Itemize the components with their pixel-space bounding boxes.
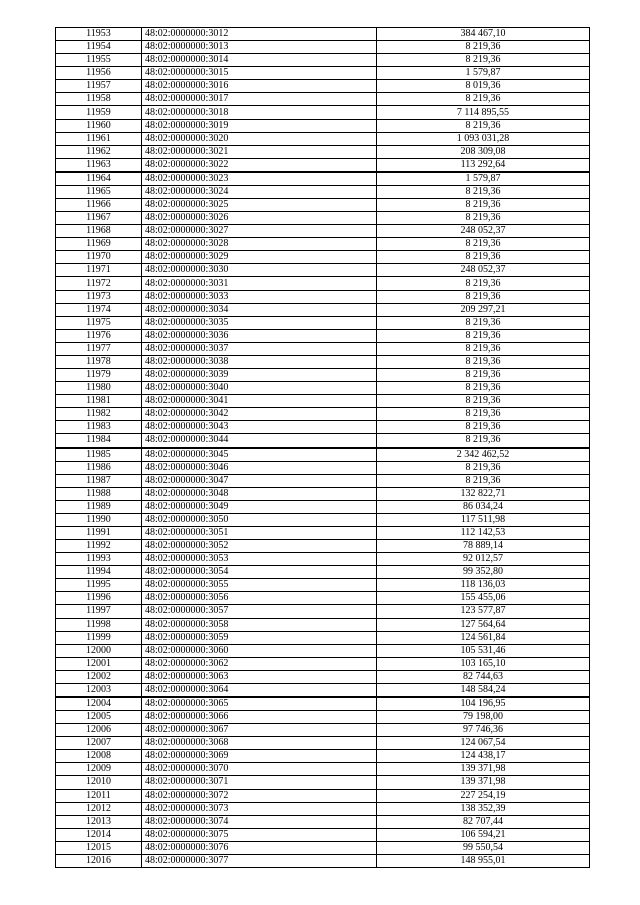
table-row — [56, 683, 590, 697]
cadastral-number-cell: 48:02:0000000:3039 — [142, 369, 377, 382]
cadastral-number-cell: 48:02:0000000:3053 — [142, 553, 377, 566]
row-number-cell: 11958 — [56, 93, 142, 106]
row-number-cell: 12001 — [56, 657, 142, 670]
cadastral-number-cell: 48:02:0000000:3019 — [142, 119, 377, 132]
row-number-cell: 11961 — [56, 132, 142, 145]
row-number-cell: 11970 — [56, 251, 142, 264]
cadastral-number-cell: 48:02:0000000:3076 — [142, 841, 377, 854]
table-row — [56, 631, 590, 644]
value-cell: 8 219,36 — [377, 199, 590, 212]
value-cell: 117 511,98 — [377, 513, 590, 526]
cadastral-number-cell: 48:02:0000000:3075 — [142, 828, 377, 841]
value-cell: 8 219,36 — [377, 474, 590, 487]
row-number-cell: 11986 — [56, 461, 142, 474]
value-cell: 78 889,14 — [377, 540, 590, 553]
row-number-cell: 12004 — [56, 697, 142, 711]
value-cell: 99 352,80 — [377, 566, 590, 579]
row-number-cell: 12006 — [56, 724, 142, 737]
value-cell: 8 219,36 — [377, 342, 590, 355]
cadastral-number-cell: 48:02:0000000:3034 — [142, 303, 377, 316]
value-cell: 138 352,39 — [377, 802, 590, 815]
table-row — [56, 776, 590, 789]
table-row — [56, 277, 590, 290]
value-cell: 82 744,63 — [377, 670, 590, 683]
value-cell: 384 467,10 — [377, 28, 590, 41]
table-row — [56, 854, 590, 867]
cadastral-number-cell: 48:02:0000000:3015 — [142, 67, 377, 80]
cadastral-number-cell: 48:02:0000000:3031 — [142, 277, 377, 290]
cadastral-number-cell: 48:02:0000000:3067 — [142, 724, 377, 737]
value-cell: 8 219,36 — [377, 421, 590, 434]
table-row — [56, 395, 590, 408]
value-cell: 124 067,54 — [377, 737, 590, 750]
value-cell: 8 219,36 — [377, 316, 590, 329]
table-row — [56, 41, 590, 54]
cadastral-number-cell: 48:02:0000000:3056 — [142, 592, 377, 605]
row-number-cell: 11959 — [56, 106, 142, 119]
row-number-cell: 11974 — [56, 303, 142, 316]
row-number-cell: 11966 — [56, 199, 142, 212]
table-row — [56, 815, 590, 828]
value-cell: 8 219,36 — [377, 119, 590, 132]
row-number-cell: 11964 — [56, 172, 142, 186]
row-number-cell: 11984 — [56, 434, 142, 448]
value-cell: 113 292,64 — [377, 158, 590, 172]
cadastral-number-cell: 48:02:0000000:3018 — [142, 106, 377, 119]
value-cell: 8 219,36 — [377, 93, 590, 106]
cadastral-number-cell: 48:02:0000000:3040 — [142, 382, 377, 395]
cadastral-number-cell: 48:02:0000000:3047 — [142, 474, 377, 487]
value-cell: 1 093 031,28 — [377, 132, 590, 145]
cadastral-number-cell: 48:02:0000000:3042 — [142, 408, 377, 421]
value-cell: 208 309,08 — [377, 145, 590, 158]
cadastral-number-cell: 48:02:0000000:3045 — [142, 448, 377, 462]
value-cell: 8 219,36 — [377, 290, 590, 303]
cadastral-number-cell: 48:02:0000000:3066 — [142, 711, 377, 724]
row-number-cell: 11957 — [56, 80, 142, 93]
table-row — [56, 225, 590, 238]
cadastral-number-cell: 48:02:0000000:3057 — [142, 605, 377, 618]
table-row — [56, 763, 590, 776]
cadastral-number-cell: 48:02:0000000:3017 — [142, 93, 377, 106]
row-number-cell: 11972 — [56, 277, 142, 290]
row-number-cell: 11991 — [56, 526, 142, 539]
table-row — [56, 158, 590, 172]
value-cell: 8 219,36 — [377, 408, 590, 421]
cadastral-number-cell: 48:02:0000000:3025 — [142, 199, 377, 212]
row-number-cell: 12007 — [56, 737, 142, 750]
cadastral-number-cell: 48:02:0000000:3041 — [142, 395, 377, 408]
cadastral-number-cell: 48:02:0000000:3065 — [142, 697, 377, 711]
value-cell: 97 746,36 — [377, 724, 590, 737]
row-number-cell: 11960 — [56, 119, 142, 132]
value-cell: 8 219,36 — [377, 355, 590, 368]
row-number-cell: 11987 — [56, 474, 142, 487]
row-number-cell: 11995 — [56, 579, 142, 592]
table-body — [56, 28, 590, 868]
cadastral-number-cell: 48:02:0000000:3074 — [142, 815, 377, 828]
table-row — [56, 500, 590, 513]
row-number-cell: 12012 — [56, 802, 142, 815]
table-row — [56, 724, 590, 737]
table-row — [56, 592, 590, 605]
table-row — [56, 711, 590, 724]
row-number-cell: 11989 — [56, 500, 142, 513]
table-row — [56, 329, 590, 342]
cadastral-number-cell: 48:02:0000000:3012 — [142, 28, 377, 41]
data-table — [55, 27, 590, 868]
table-row — [56, 145, 590, 158]
cadastral-number-cell: 48:02:0000000:3064 — [142, 683, 377, 697]
row-number-cell: 12002 — [56, 670, 142, 683]
value-cell: 7 114 895,55 — [377, 106, 590, 119]
row-number-cell: 11962 — [56, 145, 142, 158]
row-number-cell: 12005 — [56, 711, 142, 724]
table-row — [56, 303, 590, 316]
cadastral-number-cell: 48:02:0000000:3068 — [142, 737, 377, 750]
row-number-cell: 11969 — [56, 238, 142, 251]
cadastral-number-cell: 48:02:0000000:3044 — [142, 434, 377, 448]
value-cell: 227 254,19 — [377, 789, 590, 802]
cadastral-number-cell: 48:02:0000000:3024 — [142, 185, 377, 198]
cadastral-number-cell: 48:02:0000000:3055 — [142, 579, 377, 592]
row-number-cell: 11968 — [56, 225, 142, 238]
table-row — [56, 264, 590, 277]
cadastral-number-cell: 48:02:0000000:3058 — [142, 618, 377, 631]
table-row — [56, 841, 590, 854]
row-number-cell: 11955 — [56, 54, 142, 67]
row-number-cell: 12000 — [56, 644, 142, 657]
cadastral-number-cell: 48:02:0000000:3036 — [142, 329, 377, 342]
value-cell: 8 219,36 — [377, 41, 590, 54]
cadastral-number-cell: 48:02:0000000:3035 — [142, 316, 377, 329]
table-row — [56, 199, 590, 212]
table-row — [56, 540, 590, 553]
table-row — [56, 251, 590, 264]
cadastral-number-cell: 48:02:0000000:3038 — [142, 355, 377, 368]
value-cell: 8 219,36 — [377, 382, 590, 395]
value-cell: 1 579,87 — [377, 67, 590, 80]
row-number-cell: 12009 — [56, 763, 142, 776]
cadastral-number-cell: 48:02:0000000:3028 — [142, 238, 377, 251]
table-row — [56, 106, 590, 119]
cadastral-number-cell: 48:02:0000000:3013 — [142, 41, 377, 54]
cadastral-number-cell: 48:02:0000000:3014 — [142, 54, 377, 67]
value-cell: 106 594,21 — [377, 828, 590, 841]
value-cell: 104 196,95 — [377, 697, 590, 711]
row-number-cell: 11975 — [56, 316, 142, 329]
value-cell: 139 371,98 — [377, 763, 590, 776]
table-row — [56, 553, 590, 566]
value-cell: 105 531,46 — [377, 644, 590, 657]
cadastral-number-cell: 48:02:0000000:3050 — [142, 513, 377, 526]
row-number-cell: 12003 — [56, 683, 142, 697]
table-row — [56, 605, 590, 618]
cadastral-number-cell: 48:02:0000000:3037 — [142, 342, 377, 355]
cadastral-number-cell: 48:02:0000000:3043 — [142, 421, 377, 434]
value-cell: 8 219,36 — [377, 251, 590, 264]
table-row — [56, 290, 590, 303]
value-cell: 8 219,36 — [377, 54, 590, 67]
cadastral-number-cell: 48:02:0000000:3027 — [142, 225, 377, 238]
table-row — [56, 566, 590, 579]
table-row — [56, 461, 590, 474]
value-cell: 99 550,54 — [377, 841, 590, 854]
value-cell: 86 034,24 — [377, 500, 590, 513]
cadastral-number-cell: 48:02:0000000:3046 — [142, 461, 377, 474]
row-number-cell: 11997 — [56, 605, 142, 618]
cadastral-number-cell: 48:02:0000000:3049 — [142, 500, 377, 513]
table-row — [56, 369, 590, 382]
value-cell: 118 136,03 — [377, 579, 590, 592]
value-cell: 148 955,01 — [377, 854, 590, 867]
table-row — [56, 316, 590, 329]
row-number-cell: 11979 — [56, 369, 142, 382]
value-cell: 103 165,10 — [377, 657, 590, 670]
cadastral-number-cell: 48:02:0000000:3073 — [142, 802, 377, 815]
table-row — [56, 28, 590, 41]
value-cell: 2 342 462,52 — [377, 448, 590, 462]
value-cell: 8 219,36 — [377, 434, 590, 448]
value-cell: 248 052,37 — [377, 264, 590, 277]
row-number-cell: 11954 — [56, 41, 142, 54]
table-row — [56, 67, 590, 80]
cadastral-number-cell: 48:02:0000000:3026 — [142, 212, 377, 225]
table-row — [56, 93, 590, 106]
value-cell: 8 219,36 — [377, 461, 590, 474]
table-row — [56, 579, 590, 592]
row-number-cell: 12014 — [56, 828, 142, 841]
value-cell: 124 561,84 — [377, 631, 590, 644]
row-number-cell: 11982 — [56, 408, 142, 421]
value-cell: 8 219,36 — [377, 395, 590, 408]
value-cell: 8 219,36 — [377, 185, 590, 198]
cadastral-number-cell: 48:02:0000000:3051 — [142, 526, 377, 539]
cadastral-number-cell: 48:02:0000000:3054 — [142, 566, 377, 579]
cadastral-number-cell: 48:02:0000000:3048 — [142, 487, 377, 500]
row-number-cell: 11992 — [56, 540, 142, 553]
row-number-cell: 11967 — [56, 212, 142, 225]
row-number-cell: 12015 — [56, 841, 142, 854]
table-row — [56, 355, 590, 368]
value-cell: 8 219,36 — [377, 369, 590, 382]
value-cell: 248 052,37 — [377, 225, 590, 238]
value-cell: 92 012,57 — [377, 553, 590, 566]
row-number-cell: 11963 — [56, 158, 142, 172]
value-cell: 8 219,36 — [377, 277, 590, 290]
row-number-cell: 11983 — [56, 421, 142, 434]
row-number-cell: 11981 — [56, 395, 142, 408]
table-row — [56, 119, 590, 132]
cadastral-number-cell: 48:02:0000000:3070 — [142, 763, 377, 776]
row-number-cell: 11965 — [56, 185, 142, 198]
table-row — [56, 54, 590, 67]
row-number-cell: 11956 — [56, 67, 142, 80]
row-number-cell: 11977 — [56, 342, 142, 355]
table-row — [56, 238, 590, 251]
value-cell: 1 579,87 — [377, 172, 590, 186]
row-number-cell: 11985 — [56, 448, 142, 462]
table-row — [56, 670, 590, 683]
table-row — [56, 448, 590, 462]
cadastral-number-cell: 48:02:0000000:3020 — [142, 132, 377, 145]
value-cell: 8 219,36 — [377, 238, 590, 251]
value-cell: 8 019,36 — [377, 80, 590, 93]
value-cell: 8 219,36 — [377, 329, 590, 342]
row-number-cell: 11973 — [56, 290, 142, 303]
table-row — [56, 828, 590, 841]
value-cell: 132 822,71 — [377, 487, 590, 500]
table-row — [56, 697, 590, 711]
row-number-cell: 11990 — [56, 513, 142, 526]
table-row — [56, 487, 590, 500]
row-number-cell: 12016 — [56, 854, 142, 867]
table-row — [56, 737, 590, 750]
table-row — [56, 618, 590, 631]
table-row — [56, 342, 590, 355]
table-row — [56, 644, 590, 657]
cadastral-number-cell: 48:02:0000000:3022 — [142, 158, 377, 172]
cadastral-number-cell: 48:02:0000000:3059 — [142, 631, 377, 644]
table-row — [56, 526, 590, 539]
cadastral-number-cell: 48:02:0000000:3029 — [142, 251, 377, 264]
row-number-cell: 12013 — [56, 815, 142, 828]
row-number-cell: 11988 — [56, 487, 142, 500]
cadastral-number-cell: 48:02:0000000:3071 — [142, 776, 377, 789]
cadastral-number-cell: 48:02:0000000:3023 — [142, 172, 377, 186]
row-number-cell: 12010 — [56, 776, 142, 789]
row-number-cell: 11996 — [56, 592, 142, 605]
value-cell: 112 142,53 — [377, 526, 590, 539]
table-row — [56, 172, 590, 186]
table-row — [56, 789, 590, 802]
table-row — [56, 802, 590, 815]
row-number-cell: 11998 — [56, 618, 142, 631]
table-row — [56, 657, 590, 670]
value-cell: 79 198,00 — [377, 711, 590, 724]
table-row — [56, 212, 590, 225]
table-row — [56, 382, 590, 395]
value-cell: 8 219,36 — [377, 212, 590, 225]
row-number-cell: 11994 — [56, 566, 142, 579]
cadastral-number-cell: 48:02:0000000:3069 — [142, 750, 377, 763]
row-number-cell: 11971 — [56, 264, 142, 277]
table-row — [56, 434, 590, 448]
table-row — [56, 185, 590, 198]
cadastral-number-cell: 48:02:0000000:3030 — [142, 264, 377, 277]
value-cell: 123 577,87 — [377, 605, 590, 618]
row-number-cell: 11953 — [56, 28, 142, 41]
row-number-cell: 11993 — [56, 553, 142, 566]
row-number-cell: 12008 — [56, 750, 142, 763]
row-number-cell: 11980 — [56, 382, 142, 395]
value-cell: 82 707,44 — [377, 815, 590, 828]
cadastral-number-cell: 48:02:0000000:3060 — [142, 644, 377, 657]
cadastral-number-cell: 48:02:0000000:3077 — [142, 854, 377, 867]
row-number-cell: 11976 — [56, 329, 142, 342]
table-row — [56, 80, 590, 93]
row-number-cell: 11999 — [56, 631, 142, 644]
table-row — [56, 513, 590, 526]
value-cell: 139 371,98 — [377, 776, 590, 789]
cadastral-number-cell: 48:02:0000000:3063 — [142, 670, 377, 683]
table-row — [56, 132, 590, 145]
row-number-cell: 12011 — [56, 789, 142, 802]
value-cell: 148 584,24 — [377, 683, 590, 697]
value-cell: 155 455,06 — [377, 592, 590, 605]
table-row — [56, 421, 590, 434]
cadastral-number-cell: 48:02:0000000:3062 — [142, 657, 377, 670]
value-cell: 124 438,17 — [377, 750, 590, 763]
cadastral-number-cell: 48:02:0000000:3016 — [142, 80, 377, 93]
cadastral-number-cell: 48:02:0000000:3052 — [142, 540, 377, 553]
table-row — [56, 750, 590, 763]
table-row — [56, 408, 590, 421]
value-cell: 209 297,21 — [377, 303, 590, 316]
cadastral-number-cell: 48:02:0000000:3072 — [142, 789, 377, 802]
cadastral-number-cell: 48:02:0000000:3021 — [142, 145, 377, 158]
cadastral-number-cell: 48:02:0000000:3033 — [142, 290, 377, 303]
value-cell: 127 564,64 — [377, 618, 590, 631]
row-number-cell: 11978 — [56, 355, 142, 368]
table-row — [56, 474, 590, 487]
